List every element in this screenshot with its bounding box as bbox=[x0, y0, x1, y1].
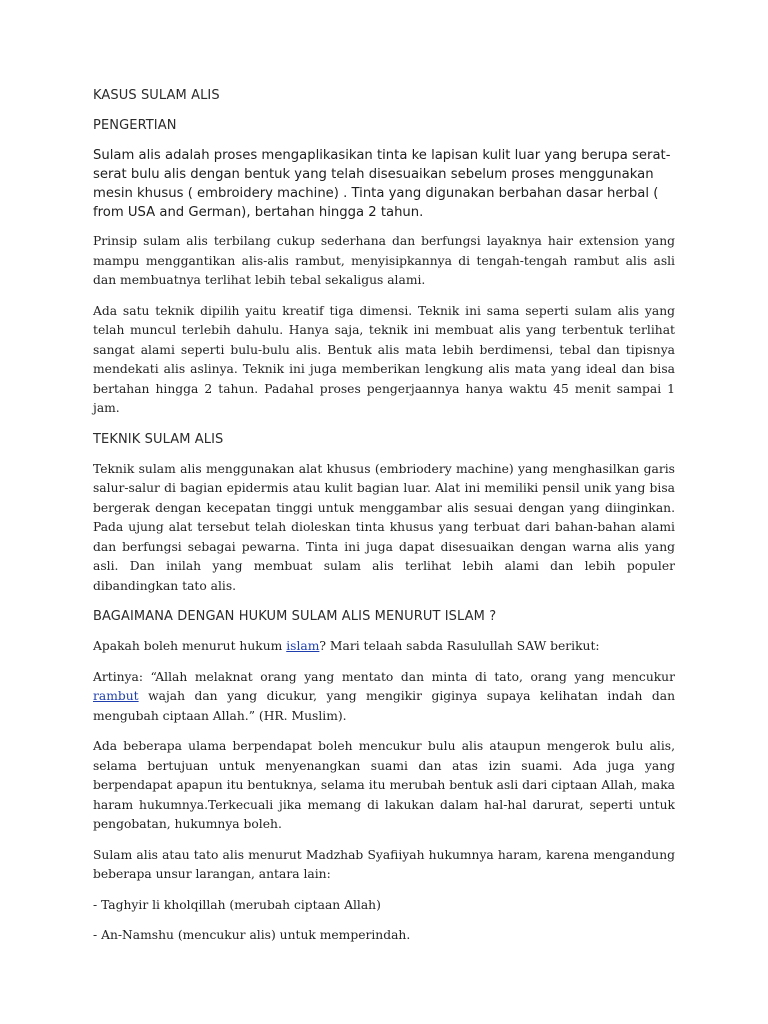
hadith-paragraph bbox=[93, 668, 675, 727]
hadith-suffix: wajah dan yang dicukur, yang mengikir giginya supaya kelihatan indah dan mengubah ciptaan Allah.” (HR. Muslim). bbox=[93, 689, 675, 723]
question-prefix: Apakah boleh menurut hukum bbox=[93, 639, 287, 653]
section-heading-definition: PENGERTIAN bbox=[93, 118, 177, 133]
hadith-prefix: Artinya: “Allah melaknat orang yang mentato dan minta di tato, orang yang mencukur bbox=[93, 669, 675, 684]
principle-paragraph: Prinsip sulam alis terbilang cukup sederhana dan berfungsi layaknya hair extension yang mampu menggantikan alis-alis rambut, menyisipkannya di tengah-tengah rambut alis asli dan membuatnya terlihat lebih tebal sekaligus alami. bbox=[93, 234, 675, 287]
scholars-paragraph: Ada beberapa ulama berpendapat boleh mencukur bulu alis ataupun mengerok bulu alis, selama bertujuan untuk menyenangkan suami dan atas izin suami. Ada juga yang berpendapat apapun itu bentuknya, selama itu merubah bentuk asli dari ciptaan Allah, maka haram hukumnya.Terkecuali jika memang di lakukan dalam hal-hal darurat, seperti untuk pengobatan, hukumnya boleh. bbox=[93, 739, 675, 831]
technique-paragraph: Teknik sulam alis menggunakan alat khusus (embriodery machine) yang menghasilkan garis salur-salur di bagian epidermis atau kulit bagian luar. Alat ini memiliki pensil unik yang bisa bergerak dengan kecepatan tinggi untuk menggambar alis sesuai dengan yang diinginkan. Pada ujung alat tersebut telah dioleskan tinta khusus yang terbuat dari bahan-bahan alami dan berfungsi sebagai pewarna. Tinta ini juga dapat disesuaikan dengan warna alis yang asli. Dan inilah yang membuat sulam alis terlihat lebih alami dan lebih populer dibandingkan tato alis. bbox=[93, 461, 675, 593]
question-paragraph bbox=[93, 637, 675, 657]
list-item: - An-Namshu (mencukur alis) untuk memperindah. bbox=[93, 928, 411, 942]
islam-link[interactable]: islam bbox=[286, 639, 320, 653]
document-page bbox=[93, 86, 675, 957]
question-suffix: ? Mari telaah sabda Rasulullah SAW berikut: bbox=[319, 639, 600, 653]
section-heading-technique: TEKNIK SULAM ALIS bbox=[93, 431, 224, 447]
section-heading-islam: BAGAIMANA DENGAN HUKUM SULAM ALIS MENURUT ISLAM ? bbox=[93, 609, 497, 624]
rambut-link[interactable]: rambut bbox=[93, 689, 139, 703]
document-title: KASUS SULAM ALIS bbox=[93, 88, 220, 103]
madzhab-paragraph: Sulam alis atau tato alis menurut Madzhab Syafiiyah hukumnya haram, karena mengandung beberapa unsur larangan, antara lain: bbox=[93, 847, 675, 881]
technique-3d-paragraph: Ada satu teknik dipilih yaitu kreatif tiga dimensi. Teknik ini sama seperti sulam alis yang telah muncul terlebih dahulu. Hanya saja, teknik ini membuat alis yang terbentuk terlihat sangat alami seperti bulu-bulu alis. Bentuk alis mata lebih berdimensi, tebal dan tipisnya mendekati alis aslinya. Teknik ini juga memberikan lengkung alis mata yang ideal dan bisa bertahan hingga 2 tahun. Padahal proses pengerjaannya hanya waktu 45 menit sampai 1 jam. bbox=[93, 303, 675, 415]
list-item: - Taghyir li kholqillah (merubah ciptaan Allah) bbox=[93, 897, 381, 912]
definition-paragraph: Sulam alis adalah proses mengaplikasikan tinta ke lapisan kulit luar yang berupa serat-serat bulu alis dengan bentuk yang telah disesuaikan sebelum proses menggunakan mesin khusus ( embroidery machine) . Tinta yang digunakan berbahan dasar herbal ( from USA and German), bertahan hingga 2 tahun. bbox=[93, 148, 671, 220]
